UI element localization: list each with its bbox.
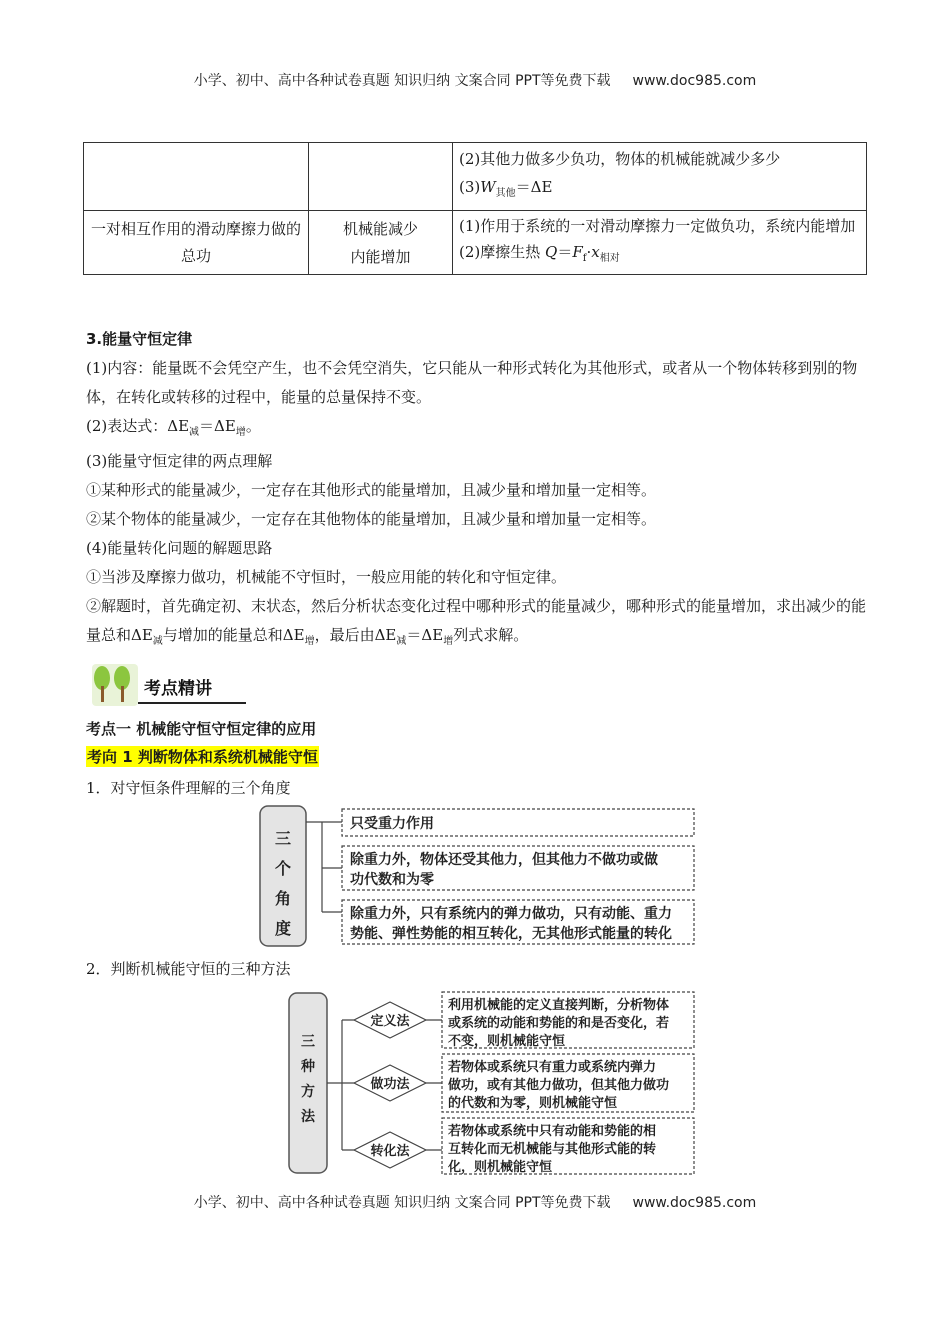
cell-line: (1)作用于系统的一对滑动摩擦力一定做负功，系统内能增加: [459, 217, 856, 235]
paragraph: ②解题时，首先确定初、末状态，然后分析状态变化过程中哪种形式的能量减少，哪种形式的能量增加，求出减少的能量总和$\Delta E_减$与增加的能量总和$\Delta E_增$，最后由$\Delta E_减=\Delta E_增$列式求解。: [86, 597, 867, 647]
three-angles-diagram: [258, 804, 698, 950]
paragraph: (3)能量守恒定律的两点理解: [86, 452, 273, 470]
banner-title: 考点精讲: [144, 679, 212, 699]
method-label: 定义法: [370, 1014, 410, 1029]
paragraph: (4)能量转化问题的解题思路: [86, 539, 273, 557]
diagram-root-char: 法: [301, 1109, 315, 1125]
table-cell-empty: [309, 143, 453, 211]
header-text: 小学、初中、高中各种试卷真题 知识归纳 文案合同 PPT等免费下载: [193, 73, 611, 89]
method-label: 做功法: [370, 1077, 410, 1092]
energy-table: [83, 142, 867, 275]
method-desc-text: 化，则机械能守恒: [448, 1160, 553, 1175]
diagram-root-char: 角: [274, 889, 292, 908]
diagram-root-box: [289, 993, 327, 1173]
table-cell: [453, 143, 867, 211]
page-header: [0, 70, 950, 90]
page-footer: [0, 1192, 950, 1212]
method-desc-text: 做功，或有其他力做功，但其他力做功: [448, 1078, 670, 1093]
paragraph: ②某个物体的能量减少，一定存在其他物体的能量增加，且减少量和增加量一定相等。: [86, 510, 657, 528]
kaodian-heading: 考点一 机械能守恒守恒定律的应用: [86, 720, 317, 738]
banner-underline: [138, 702, 246, 704]
diagram-root-char: 三: [301, 1034, 315, 1050]
footer-url[interactable]: www.doc985.com: [632, 1195, 757, 1211]
diagram-item-text: 除重力外，物体还受其他力，但其他力不做功或做: [350, 852, 658, 868]
method-desc-text: 不变，则机械能守恒: [448, 1034, 566, 1049]
kaoxiang-heading: 考向 1 判断物体和系统机械能守恒: [87, 748, 318, 766]
diagram-root-char: 种: [301, 1059, 315, 1075]
section-energy-conservation: [86, 325, 868, 656]
table-cell: 机械能减少 内能增加: [309, 211, 453, 275]
diagram-root-char: 个: [274, 859, 292, 878]
method-desc-text: 利用机械能的定义直接判断，分析物体: [448, 998, 670, 1013]
diagram-root-char: 方: [301, 1084, 315, 1100]
diagram-root-char: 度: [274, 919, 292, 938]
method-desc-text: 若物体或系统中只有动能和势能的相: [448, 1124, 657, 1139]
table-cell: [453, 211, 867, 275]
cell-line: $(3)W_{其他}=\Delta E$: [459, 178, 553, 199]
table-row: [84, 211, 867, 275]
paragraph: ①当涉及摩擦力做功，机械能不守恒时，一般应用能的转化和守恒定律。: [86, 568, 567, 586]
table-row: [84, 143, 867, 211]
cell-line: (2)其他力做多少负功，物体的机械能就减少多少: [459, 150, 781, 168]
diagram-root-char: 三: [274, 829, 292, 848]
method-desc-text: 的代数和为零，则机械能守恒: [448, 1096, 618, 1111]
table-cell-empty: [84, 143, 309, 211]
diagram-item-text: 势能、弹性势能的相互转化，无其他形式能量的转化: [350, 926, 672, 942]
subheading: 1．对守恒条件理解的三个角度: [86, 779, 291, 797]
diagram-item-text: 功代数和为零: [350, 872, 434, 888]
method-label: 转化法: [370, 1144, 410, 1159]
method-desc-text: 或系统的动能和势能的和是否变化，若: [448, 1016, 670, 1031]
header-url[interactable]: www.doc985.com: [632, 73, 757, 89]
paragraph: ①某种形式的能量减少，一定存在其他形式的能量增加，且减少量和增加量一定相等。: [86, 481, 657, 499]
table-cell: 一对相互作用的滑动摩擦力做的总功: [84, 211, 309, 275]
section-title: 3.能量守恒定律: [86, 330, 193, 348]
diagram-item-text: 除重力外，只有系统内的弹力做功，只有动能、重力: [350, 906, 672, 922]
method-desc-text: 互转化而无机械能与其他形式能的转: [448, 1142, 657, 1157]
paragraph: (1)内容：能量既不会凭空产生，也不会凭空消失，它只能从一种形式转化为其他形式，或者从一个物体转移到别的物体，在转化或转移的过程中，能量的总量保持不变。: [86, 359, 858, 406]
footer-text: 小学、初中、高中各种试卷真题 知识归纳 文案合同 PPT等免费下载: [193, 1195, 611, 1211]
subheading: 2．判断机械能守恒的三种方法: [86, 960, 291, 978]
diagram-item-text: 只受重力作用: [350, 816, 434, 832]
cell-line: (2)摩擦生热 $Q=F_f\cdot x_{相对}$: [459, 243, 620, 264]
three-methods-diagram: [286, 990, 698, 1176]
method-desc-text: 若物体或系统只有重力或系统内弹力: [448, 1060, 657, 1075]
paragraph: (2)表达式：$\Delta E_减=\Delta E_增$。: [86, 417, 261, 438]
